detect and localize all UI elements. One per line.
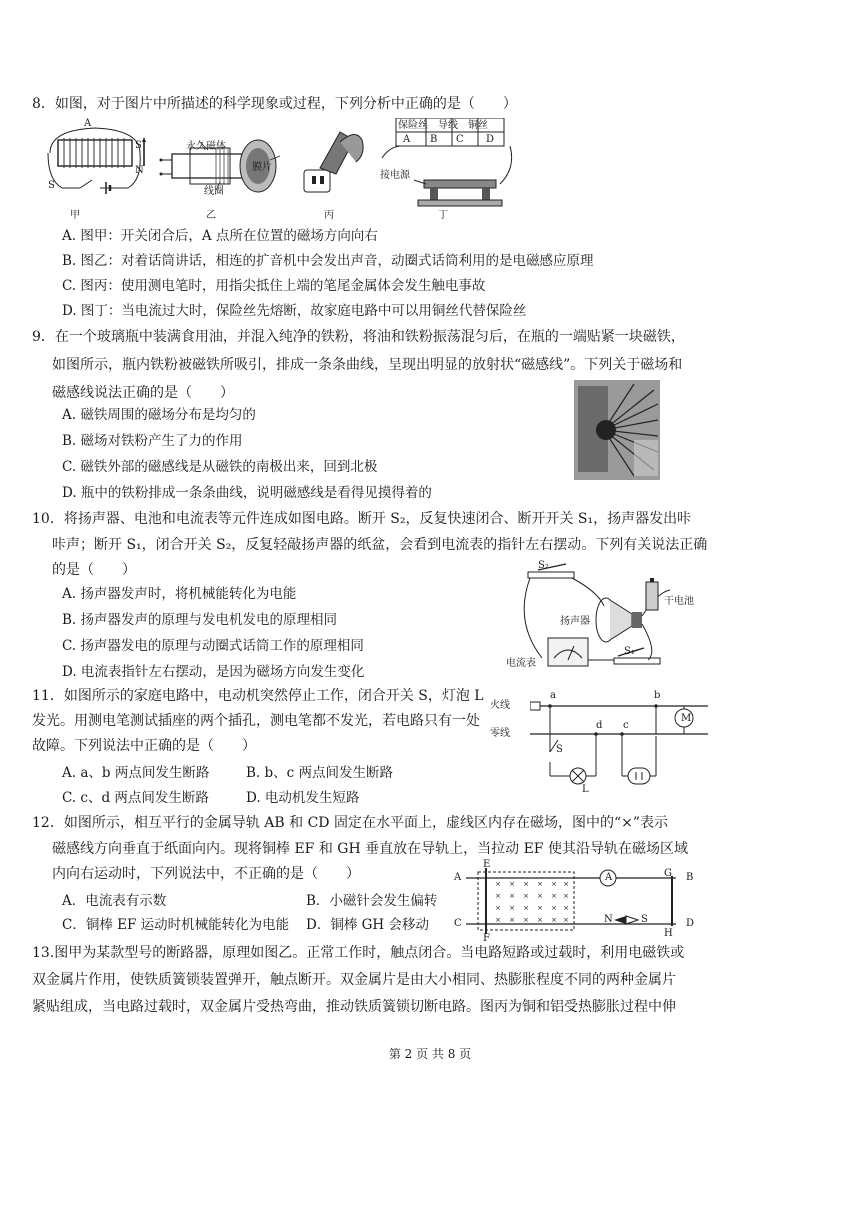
q13-stem-line1: 13.图甲为某款型号的断路器，原理如图乙。正常工作时，触点闭合。当电路短路或过载时，利用电磁铁或 <box>32 945 685 961</box>
live-wire-label: 火线 <box>490 700 510 711</box>
fig-jia-caption: 甲 <box>70 210 80 221</box>
rail-b-label: B <box>686 872 694 883</box>
svg-text:×: × <box>551 880 557 888</box>
membrane-label: 膜片 <box>252 162 272 173</box>
s2-label: S₂ <box>538 560 549 571</box>
svg-text:×: × <box>495 904 501 912</box>
needle-n-label: N <box>604 914 613 925</box>
q8-option-a: A. 图甲：开关闭合后，A 点所在位置的磁场方向向右 <box>62 228 378 244</box>
solenoid-figure <box>48 128 146 194</box>
fig-bing-caption: 丙 <box>324 210 334 221</box>
q10-option-b: B. 扬声器发声的原理与发电机发电的原理相同 <box>62 612 338 628</box>
rail-c-label: C <box>454 918 462 929</box>
motor-m-label: M <box>681 713 692 724</box>
svg-text:×: × <box>509 916 515 924</box>
q8-stem: 8．如图，对于图片中所描述的科学现象或过程，下列分析中正确的是（ ） <box>32 96 517 112</box>
coil-label: 线圈 <box>204 186 224 197</box>
q9-option-d: D. 瓶中的铁粉排成一条条曲线，说明磁感线是看得见摸得着的 <box>62 485 432 501</box>
svg-text:×: × <box>495 880 501 888</box>
svg-text:×: × <box>523 904 529 912</box>
q10-option-c: C. 扬声器发电的原理与动圈式话筒工作的原理相同 <box>62 638 364 654</box>
s1-label: S₁ <box>624 646 635 657</box>
needle-s-label: S <box>641 914 648 925</box>
point-b-fuse: B <box>430 134 438 145</box>
q12-stem-line1: 12．如图所示，相互平行的金属导轨 AB 和 CD 固定在水平面上，虚线区内存在磁场，图中的“×”表示 <box>32 815 668 831</box>
q9-stem-line3: 磁感线说法正确的是（ ） <box>52 385 234 401</box>
svg-text:×: × <box>495 916 501 924</box>
lamp-l-label: L <box>582 784 589 795</box>
s-pole-label: S <box>135 140 142 151</box>
point-d-label: d <box>596 720 603 731</box>
svg-text:×: × <box>509 880 515 888</box>
svg-text:×: × <box>537 904 543 912</box>
point-a-fuse: A <box>403 134 411 145</box>
q8-option-b: B. 图乙：对着话筒讲话，相连的扩音机中会发出声音，动圈式话筒利用的是电磁感应原理 <box>62 253 594 269</box>
svg-text:×: × <box>509 904 515 912</box>
svg-text:×: × <box>509 892 515 900</box>
rod-e-label: E <box>483 859 491 870</box>
rod-h-label: H <box>664 928 673 939</box>
svg-text:×: × <box>563 916 569 924</box>
q10-stem-line3: 的是（ ） <box>52 562 136 578</box>
q12-option-c: C．铜棒 EF 运动时机械能转化为电能 <box>62 917 290 933</box>
q11-stem-line3: 故障。下列说法中正确的是（ ） <box>32 738 256 754</box>
q10-stem-line1: 10．将扬声器、电池和电流表等元件连成如图电路。断开 S₂，反复快速闭合、断开开关 S₁，扬声器发出咔 <box>32 511 692 527</box>
q10-stem-line2: 咔声；断开 S₁，闭合开关 S₂，反复轻敲扬声器的纸盆，会看到电流表的指针左右摆动。下列有关说法正确 <box>52 537 708 553</box>
q12-stem-line2: 磁感线方向垂直于纸面向内。现将铜棒 EF 和 GH 垂直放在导轨上，当拉动 EF 使其沿导轨在磁场区域 <box>52 841 688 857</box>
q9-option-c: C. 磁铁外部的磁感线是从磁铁的南极出来，回到北极 <box>62 459 378 475</box>
point-b-label: b <box>654 690 661 701</box>
q10-option-d: D. 电流表指针左右摆动，是因为磁场方向发生变化 <box>62 664 365 680</box>
rod-f-label: F <box>483 933 490 944</box>
point-a-label: A <box>84 118 92 129</box>
speaker-circuit-figure <box>508 562 708 674</box>
svg-text:×: × <box>551 916 557 924</box>
rail-d-label: D <box>686 918 695 929</box>
ammeter-symbol-label: A <box>605 872 613 883</box>
q11-option-b: B. b、c 两点间发生断路 <box>246 765 393 781</box>
fuse-table-header: 保险丝 导线 铜丝 <box>398 120 488 131</box>
q12-stem-line3: 内向右运动时，下列说法中，不正确的是（ ） <box>52 866 360 882</box>
point-c-fuse: C <box>456 134 464 145</box>
fig-yi-caption: 乙 <box>206 210 216 221</box>
rod-g-label: G <box>664 868 672 879</box>
q9-option-a: A. 磁铁周围的磁场分布是均匀的 <box>62 407 256 423</box>
switch-label: S <box>48 180 55 191</box>
household-circuit-figure <box>530 696 708 790</box>
q8-option-d: D. 图丁：当电流过大时，保险丝先熔断，故家庭电路中可以用铜丝代替保险丝 <box>62 303 527 319</box>
battery-label: 干电池 <box>664 596 694 607</box>
svg-text:×: × <box>537 892 543 900</box>
page-number: 第 2 页 共 8 页 <box>388 1047 472 1061</box>
q12-option-b: B．小磁针会发生偏转 <box>306 893 438 909</box>
q9-stem-line2: 如图所示，瓶内铁粉被磁铁所吸引，排成一条条曲线，呈现出明显的放射状“磁感线”。下列关于磁场和 <box>52 357 683 373</box>
svg-text:×: × <box>523 916 529 924</box>
q9-stem-line1: 9．在一个玻璃瓶中装满食用油，并混入纯净的铁粉，将油和铁粉振荡混匀后，在瓶的一端贴紧一块磁铁， <box>32 329 685 345</box>
q11-stem-line1: 11．如图所示的家庭电路中，电动机突然停止工作，闭合开关 S，灯泡 L <box>32 688 484 704</box>
power-label: 接电源 <box>380 170 410 181</box>
svg-text:×: × <box>537 880 543 888</box>
q8-option-c: C. 图丙：使用测电笔时，用指尖抵住上端的笔尾金属体会发生触电事故 <box>62 278 486 294</box>
svg-text:×: × <box>551 904 557 912</box>
q13-stem-line3: 紧贴组成，当电路过载时，双金属片受热弯曲，推动铁质簧锁切断电路。图丙为铜和铝受热膨胀过程中伸 <box>32 999 676 1015</box>
ammeter-label: 电流表 <box>506 658 536 669</box>
test-pen-figure <box>304 132 363 192</box>
q11-stem-line2: 发光。用测电笔测试插座的两个插孔，测电笔都不发光，若电路只有一处 <box>32 713 480 729</box>
q11-option-a: A. a、b 两点间发生断路 <box>62 765 210 781</box>
q10-option-a: A. 扬声器发声时，将机械能转化为电能 <box>62 586 297 602</box>
point-d-fuse: D <box>486 134 495 145</box>
q12-option-d: D．铜棒 GH 会移动 <box>306 917 429 933</box>
q11-option-c: C. c、d 两点间发生断路 <box>62 790 209 806</box>
svg-text:×: × <box>551 892 557 900</box>
svg-text:×: × <box>563 892 569 900</box>
svg-text:×: × <box>495 892 501 900</box>
n-pole-label: N <box>135 165 144 176</box>
iron-filings-photo <box>574 380 660 480</box>
switch-s-label: S <box>556 744 563 755</box>
point-c-label: c <box>623 720 629 731</box>
point-a-label: a <box>550 690 556 701</box>
q12-option-a: A．电流表有示数 <box>62 893 167 909</box>
magnet-label: 永久磁体 <box>186 141 226 152</box>
svg-text:×: × <box>523 892 529 900</box>
svg-text:×: × <box>537 916 543 924</box>
speaker-label: 扬声器 <box>560 616 590 627</box>
q9-option-b: B. 磁场对铁粉产生了力的作用 <box>62 433 243 449</box>
neutral-wire-label: 零线 <box>490 728 510 739</box>
q13-stem-line2: 双金属片作用，使铁质簧锁装置弹开，触点断开。双金属片是由大小相同、热膨胀程度不同的两种金属片 <box>32 972 676 988</box>
rails-magnetic-field-figure <box>462 866 684 938</box>
fig-ding-caption: 丁 <box>438 210 448 221</box>
q11-option-d: D. 电动机发生短路 <box>246 790 360 806</box>
q8-figures <box>40 118 520 226</box>
svg-text:×: × <box>523 880 529 888</box>
svg-text:×: × <box>563 880 569 888</box>
rail-a-label: A <box>454 872 462 883</box>
svg-text:×: × <box>563 904 569 912</box>
